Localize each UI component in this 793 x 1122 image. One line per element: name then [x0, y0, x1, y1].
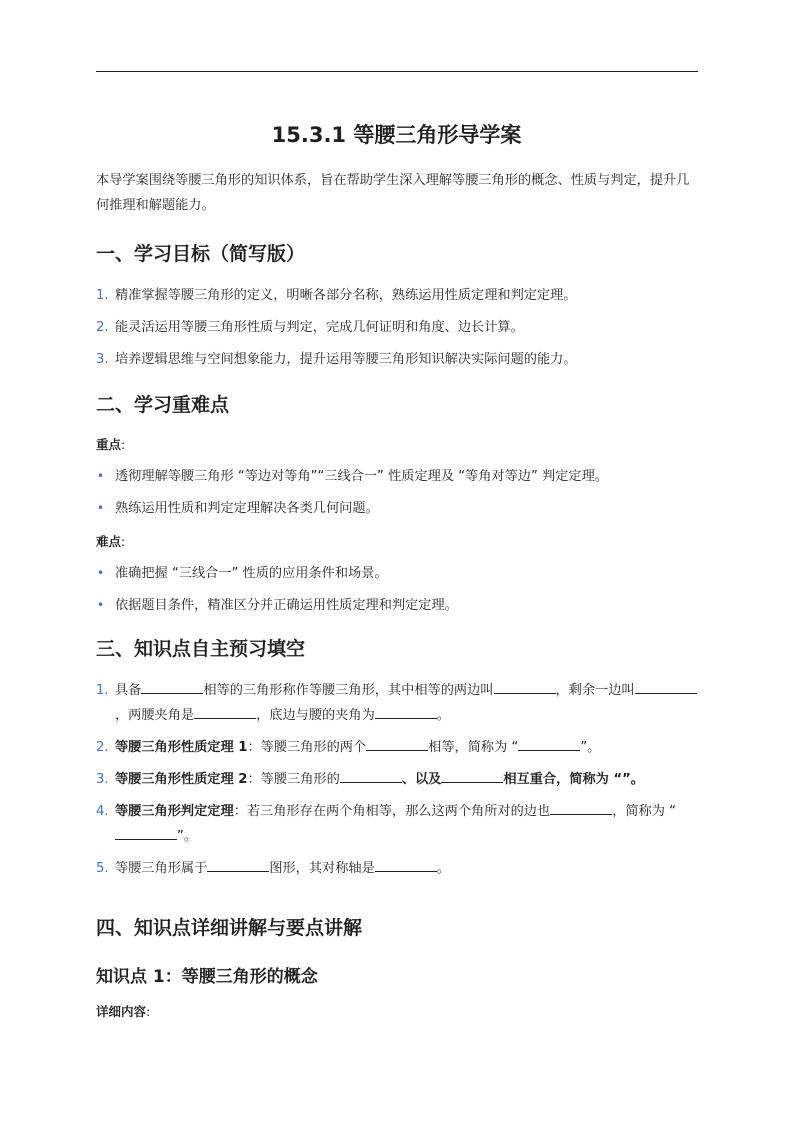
bullet-icon: • [97, 598, 105, 612]
page-title: 15.3.1 等腰三角形导学案 [271, 123, 522, 147]
list-item-text: 培养逻辑思维与空间想象能力，提升运用等腰三角形知识解决实际问题的能力。 [115, 352, 577, 367]
document-content [96, 118, 697, 1031]
list-number: 3. [96, 352, 109, 367]
section-heading-goals: 一、学习目标（简写版） [96, 243, 306, 265]
fill-blank [375, 704, 437, 719]
section-heading-explanation: 四、知识点详细讲解与要点讲解 [96, 917, 363, 939]
list-item-text: 熟练运用性质和判定定理解决各类几何问题。 [115, 501, 379, 516]
fill-blank [366, 736, 428, 751]
list-item-text: 精准掌握等腰三角形的定义，明晰各部分名称，熟练运用性质定理和判定定理。 [115, 288, 577, 303]
bullet-icon: • [97, 469, 105, 483]
bullet-icon: • [97, 501, 105, 515]
section-heading-key-points: 二、学习重难点 [96, 394, 230, 416]
hard-list [96, 561, 697, 618]
goals-list [96, 283, 697, 372]
list-number: 3. [96, 772, 109, 787]
hard-label: 难点: [96, 534, 126, 549]
list-item-text: 能灵活运用等腰三角形性质与判定，完成几何证明和角度、边长计算。 [115, 320, 524, 335]
fill-blank [207, 857, 269, 872]
key-list [96, 464, 697, 521]
list-item [96, 347, 697, 372]
fill-blank [635, 679, 697, 694]
bullet-icon: • [97, 566, 105, 580]
fill-blank [441, 768, 503, 783]
list-number: 1. [96, 288, 109, 303]
list-item [96, 464, 697, 489]
list-item-text: 透彻理解等腰三角形 “等边对等角”“三线合一” 性质定理及 “等角对等边” 判定定理。 [115, 469, 608, 484]
fill-blank [550, 800, 612, 815]
fill-blank [494, 679, 556, 694]
list-item: 1. 具备 相等的三角形称作等腰三角形，其中相等的两边叫 ，剩余一边叫，两腰夹角是 ，底边与腰的夹角为 。 [96, 678, 697, 728]
preview-list [96, 678, 697, 881]
list-item-text: 依据题目条件，精准区分并正确运用性质定理和判定定理。 [115, 598, 458, 613]
fill-blank [518, 736, 580, 751]
detail-label: 详细内容: [96, 1004, 151, 1019]
key-label: 重点: [96, 437, 126, 452]
list-number: 4. [96, 804, 109, 819]
subsection-heading-concept: 知识点 1：等腰三角形的概念 [96, 967, 318, 987]
list-item [96, 496, 697, 521]
list-item: 5. 等腰三角形属于 图形，其对称轴是 。 [96, 856, 697, 881]
list-number: 2. [96, 740, 109, 755]
list-item [96, 315, 697, 340]
list-item: 3. 等腰三角形性质定理 2：等腰三角形的 、以及 相互重合，简称为 “”。 [96, 767, 697, 792]
list-item [96, 593, 697, 618]
list-item: 4. 等腰三角形判定定理：若三角形存在两个角相等，那么这两个角所对的边也 ，简称为 “”。 [96, 799, 697, 849]
list-item [96, 283, 697, 308]
fill-blank [141, 679, 203, 694]
list-item: 2. 等腰三角形性质定理 1：等腰三角形的两个 相等，简称为 “ ”。 [96, 735, 697, 760]
list-item [96, 561, 697, 586]
list-number: 2. [96, 320, 109, 335]
list-number: 1. [96, 683, 109, 698]
fill-blank [194, 704, 256, 719]
fill-blank [115, 825, 177, 840]
intro-paragraph: 本导学案围绕等腰三角形的知识体系，旨在帮助学生深入理解等腰三角形的概念、性质与判定，提升几何推理和解题能力。 [96, 173, 690, 213]
list-item-text: 准确把握 “三线合一” 性质的应用条件和场景。 [115, 566, 388, 581]
fill-blank [375, 857, 437, 872]
section-heading-preview: 三、知识点自主预习填空 [96, 638, 306, 660]
header-rule [96, 71, 698, 72]
fill-blank [340, 768, 402, 783]
list-number: 5. [96, 861, 109, 876]
